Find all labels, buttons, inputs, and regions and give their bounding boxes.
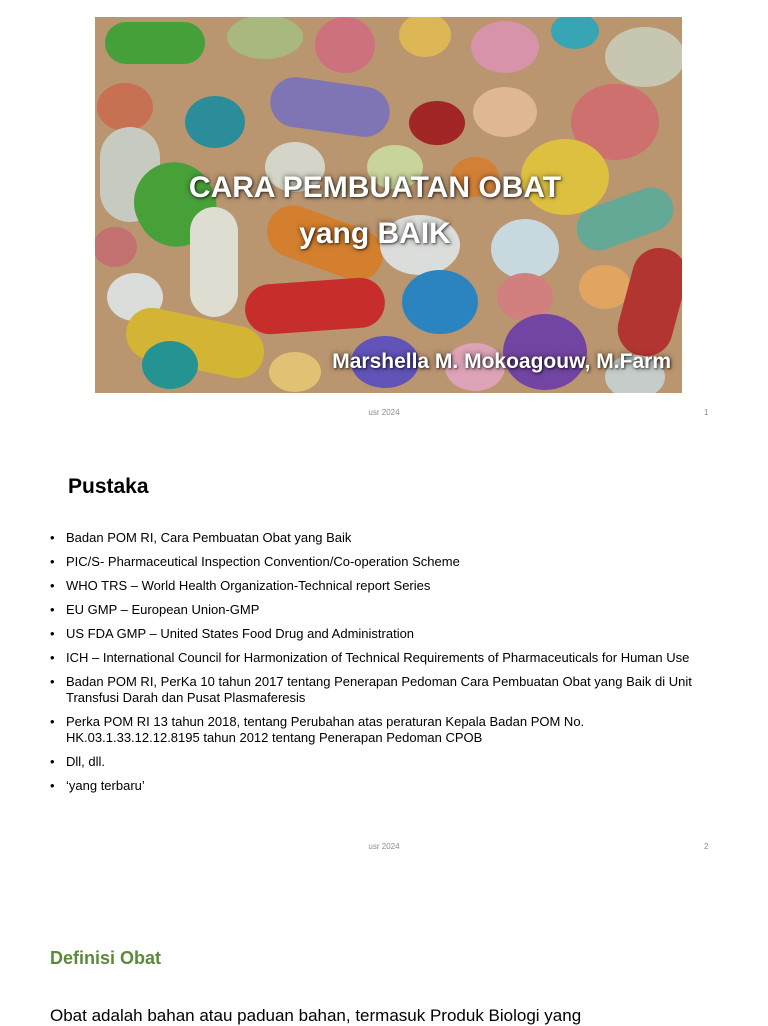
cover-title: [95, 165, 655, 257]
slide-footer: usr 2024: [368, 842, 400, 851]
list-item: • PIC/S- Pharmaceutical Inspection Convention/Co-operation Scheme: [50, 554, 700, 570]
slide-cover: [0, 0, 768, 430]
list-item: • ICH – International Council for Harmonization of Technical Requirements of Pharmaceuticals for Human Use: [50, 650, 700, 666]
list-item: • WHO TRS – World Health Organization-Technical report Series: [50, 578, 700, 594]
references-list: [50, 530, 700, 802]
references-title: Pustaka: [68, 475, 149, 498]
list-item: • US FDA GMP – United States Food Drug and Administration: [50, 626, 700, 642]
cover-title-line1: CARA PEMBUATAN OBAT: [188, 171, 562, 204]
list-item: • ‘yang terbaru’: [50, 778, 700, 794]
page-number: 1: [704, 408, 709, 417]
cover-title-line2: yang BAIK: [299, 217, 451, 250]
slide-footer: usr 2024: [368, 408, 400, 417]
list-item: • Badan POM RI, Cara Pembuatan Obat yang Baik: [50, 530, 700, 546]
page-number: 2: [704, 842, 709, 851]
cover-image: [95, 17, 682, 393]
list-item: • Badan POM RI, PerKa 10 tahun 2017 tentang Penerapan Pedoman Cara Pembuatan Obat yang Baik di Unit Transfusi Darah dan Pusat Plasmaferesis: [50, 674, 700, 706]
slide-definition: [0, 866, 768, 1024]
definition-title: Definisi Obat: [50, 948, 162, 968]
list-item: • Dll, dll.: [50, 754, 700, 770]
list-item: • Perka POM RI 13 tahun 2018, tentang Perubahan atas peraturan Kepala Badan POM No. HK.03.1.33.12.12.8195 tahun 2012 tentang Penerapan Pedoman CPOB: [50, 714, 700, 746]
list-item: • EU GMP – European Union-GMP: [50, 602, 700, 618]
cover-author: Marshella M. Mokoagouw, M.Farm: [332, 350, 671, 373]
definition-text: Obat adalah bahan atau paduan bahan, termasuk Produk Biologi yang: [50, 1006, 582, 1025]
slide-references: [0, 432, 768, 864]
